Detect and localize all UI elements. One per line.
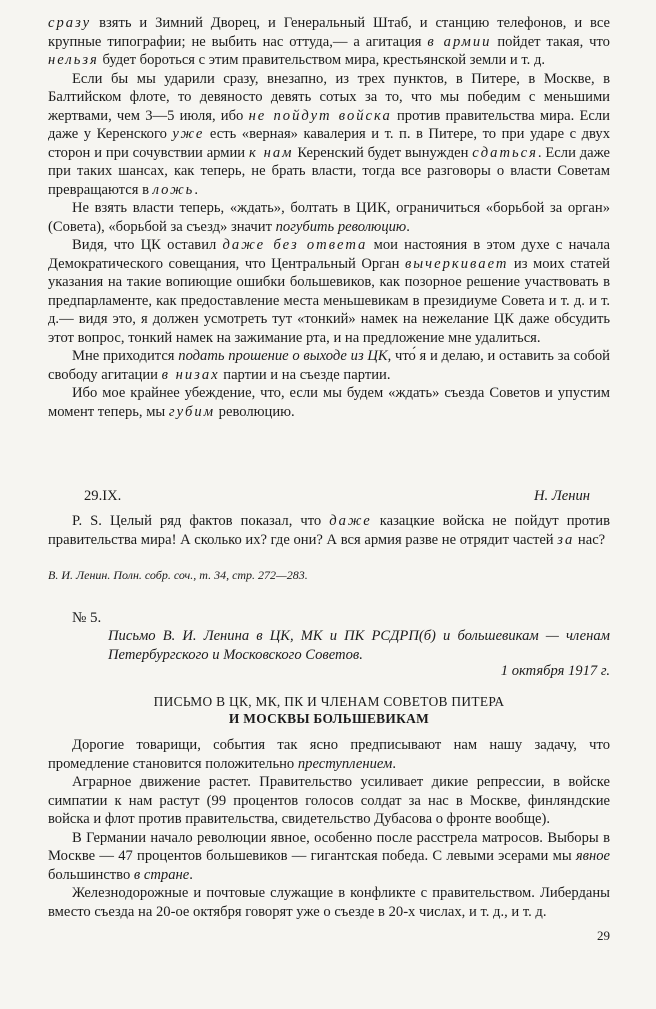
- text-run: против правительства мира. Если даже у Керенского: [48, 107, 610, 142]
- letter-text-top: [48, 14, 610, 421]
- text-run: . Если даже при таких шансах, как теперь, не брать власти, тогда все разговоры о власти Советам превращаются в: [48, 144, 610, 198]
- text-run: будет бороться с этим правительством мира, крестьянской земли и т. д.: [98, 52, 546, 68]
- letter-heading-line1: ПИСЬМО В ЦК, МК, ПК И ЧЛЕНАМ СОВЕТОВ ПИТЕРА: [153, 694, 505, 709]
- spaced-emphasis: вычеркивает: [404, 255, 509, 272]
- text-run: взять и Зимний Дворец, и Генеральный Штаб, и станцию телефонов, и все крупные типографии; не выбить нас оттуда,— а агитация: [48, 15, 610, 50]
- text-run: партии и на съезде партии.: [219, 366, 391, 383]
- paragraph: [48, 884, 610, 921]
- paragraph: [48, 14, 610, 70]
- document-date: 1 октября 1917 г.: [500, 663, 610, 679]
- signature-author: Н. Ленин: [534, 488, 590, 504]
- spaced-emphasis: в армии: [427, 33, 492, 50]
- spaced-emphasis: уже: [172, 126, 205, 142]
- text-run: Дорогие товарищи, события так ясно предписывают нам нашу задачу, что промедление становится положительно: [48, 737, 610, 772]
- italic-emphasis: подать прошение о выходе из ЦК: [178, 348, 388, 364]
- text-run: из моих статей указания на такие вопиющие ошибки большевиков, как позорное решение участвовать в предпарламенте, как предоставление места меньшевикам в президиуме Совета и т. д. и т. д.— видя это, я должен усмотреть тут «тонкий» намек на нежелание ЦК даже обсудить этот вопрос, тонкий намек на зажимание рта, и на предложение мне удалиться.: [48, 255, 610, 346]
- text-run: казацкие войска не пойдут против правительства мира! А сколько их? где они? А вся армия разве не отрядит частей: [48, 513, 610, 548]
- text-run: мои настояния в этом духе с начала Демократического совещания, что Центральный Орган: [48, 237, 610, 272]
- spaced-emphasis: не пойдут войска: [248, 107, 392, 124]
- letter-heading: [48, 693, 610, 727]
- text-run: Не взять власти теперь, «ждать», болтать в ЦИК, ограничиться «борьбой за орган» (Совета), «борьбой за съезд» значит: [48, 200, 610, 235]
- letter-heading-line2: И МОСКВЫ БОЛЬШЕВИКАМ: [228, 711, 430, 726]
- text-run: пойдет такая, что: [491, 33, 610, 50]
- signature-date: 29.IX.: [84, 488, 122, 504]
- paragraph: [48, 829, 610, 885]
- paragraph: [48, 70, 610, 200]
- italic-emphasis: преступлением: [297, 755, 393, 772]
- spaced-emphasis: к нам: [248, 144, 294, 161]
- text-run: есть «верная» кавалерия и т. п. в Питере, то при ударе с двух сторон и при сочувствии армии: [48, 126, 610, 161]
- spaced-emphasis: даже без ответа: [222, 237, 368, 253]
- text-run: , что́ я и делаю, и оставить за собой свободу агитации: [48, 348, 610, 383]
- text-run: нас?: [574, 531, 606, 548]
- text-run: В Германии начало революции явное, особенно после расстрела матросов. Выборы в Москве — 47 процентов большевиков — гигантская победа. С левыми эсерами мы: [48, 829, 610, 864]
- document-number: № 5.: [72, 610, 102, 626]
- italic-emphasis: в стране: [133, 866, 190, 883]
- text-run: Видя, что ЦК оставил: [72, 237, 223, 253]
- spaced-emphasis: губим: [168, 403, 216, 420]
- paragraph: [48, 199, 610, 236]
- source-note: В. И. Ленин. Полн. собр. соч., т. 34, стр. 272—283.: [48, 568, 308, 582]
- page-number: 29: [597, 928, 610, 943]
- text-run: большинство: [48, 866, 134, 883]
- document-title: Письмо В. И. Ленина в ЦК, МК и ПК РСДРП(б) и большевикам — членам Петербургского и Московского Советов.: [108, 628, 610, 663]
- text-run: .: [406, 218, 410, 235]
- italic-emphasis: явное: [575, 848, 610, 864]
- paragraph: [48, 384, 610, 421]
- spaced-emphasis: сразу: [48, 15, 92, 31]
- text-run: революцию.: [215, 403, 295, 420]
- text-run: Если бы мы ударили сразу, внезапно, из трех пунктов, в Питере, в Москве, в Балтийском флоте, то девяносто девять сотых за то, что мы победим с меньшими жертвами, чем 3—5 июля, ибо: [48, 70, 610, 124]
- paragraph: [48, 773, 610, 829]
- spaced-emphasis: нельзя: [48, 52, 99, 68]
- paragraph: [48, 236, 610, 347]
- text-run: Аграрное движение растет. Правительство усиливает дикие репрессии, в войске симпатии к нам растут (99 процентов голосов солдат за нас в Москве, финляндские войска и флот против правительства, свидетельство Дубасова о фронте вообще).: [48, 774, 610, 827]
- spaced-emphasis: в низах: [161, 366, 220, 383]
- spaced-emphasis: ложь: [152, 181, 195, 198]
- spaced-emphasis: сдаться: [472, 144, 538, 161]
- text-run: Ибо мое крайнее убеждение, что, если мы будем «ждать» съезда Советов и упустим момент теперь, мы: [48, 385, 610, 420]
- text-run: Железнодорожные и почтовые служащие в конфликте с правительством. Либерданы вместо съезда на 20-ое октября говорят уже о съезде в 20-х числах, и т. д., и т. д.: [48, 885, 610, 920]
- paragraph: [48, 512, 610, 549]
- text-run: .: [392, 755, 397, 772]
- text-run: .: [189, 866, 193, 883]
- text-run: P. S. Целый ряд фактов показал, что: [72, 513, 330, 529]
- spaced-emphasis: за: [557, 531, 575, 548]
- postscript: [48, 512, 610, 549]
- italic-emphasis: погубить революцию: [275, 218, 407, 235]
- text-run: Керенский будет вынужден: [293, 144, 473, 161]
- letter-text-bottom: [48, 736, 610, 921]
- spaced-emphasis: даже: [329, 513, 372, 529]
- text-run: Мне приходится: [72, 348, 179, 364]
- paragraph: [48, 736, 610, 773]
- paragraph: [48, 347, 610, 384]
- text-run: .: [194, 181, 198, 198]
